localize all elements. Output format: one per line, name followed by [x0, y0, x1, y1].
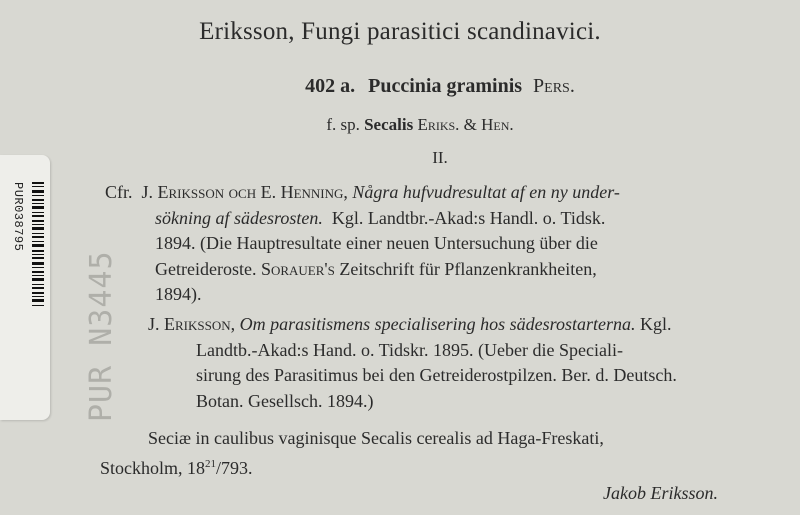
barcode-image	[32, 182, 44, 306]
species-heading	[0, 75, 800, 98]
reference-2-line-3: sirung des Parasitimus bei den Getreiderostpilzen. Ber. d. Deutsch.	[196, 365, 677, 385]
reference-1-title-b: sökning af sädesrosten.	[155, 207, 323, 228]
locality-date-slash: /	[216, 457, 222, 478]
forma-prefix: f. sp.	[326, 115, 360, 134]
reference-1-title-a: Några hufvudresultat af en ny under-	[352, 182, 620, 202]
reference-1-line-4-post: Zeitschrift für Pflanzenkrankheiten,	[339, 258, 597, 279]
locality-date-pre: Stockholm, 18	[100, 457, 206, 478]
page-title: Eriksson, Fungi parasitici scandinavici.	[199, 18, 601, 45]
species-number: 402 a.	[305, 75, 356, 97]
reference-1-line-4-pre: Getreideroste.	[155, 258, 257, 279]
reference-2-title: Om parasitismens specialisering hos sädesrostarterna.	[239, 314, 636, 334]
reference-2-line-2: Landtb.-Akad:s Hand. o. Tidskr. 1895. (Ueber die Speciali-	[196, 339, 623, 360]
reference-1-authors: J. Eriksson och E. Henning,	[141, 182, 348, 202]
spore-stage: II.	[432, 148, 448, 167]
reference-1	[105, 180, 767, 308]
reference-1-journal: Kgl. Landtbr.-Akad:s Handl. o. Tidsk.	[331, 207, 606, 228]
collector-name: Jakob Eriksson.	[603, 483, 718, 503]
locality-line-2	[100, 452, 768, 482]
reference-2-line-1	[148, 312, 768, 338]
locality	[100, 426, 768, 481]
species-name: Puccinia graminis	[368, 75, 523, 97]
reference-1-line-4	[105, 257, 767, 283]
reference-1-line-5: 1894).	[155, 284, 202, 304]
reference-2-author: J. Eriksson,	[148, 314, 236, 334]
locality-date-sup: 21	[205, 457, 217, 470]
barcode-number: PUR038795	[11, 182, 25, 252]
reference-1-line-3: 1894. (Die Hauptresultate einer neuen Untersuchung über die	[155, 233, 598, 253]
reference-1-line-2	[105, 206, 767, 232]
reference-1-line-1	[105, 180, 767, 206]
accession-stamp: PUR N3445	[84, 250, 119, 422]
cfr-label: Cfr.	[105, 182, 133, 202]
locality-line-1: Seciæ in caulibus vaginisque Secalis cerealis ad Haga-Freskati,	[148, 428, 604, 448]
forma-name: Secalis	[364, 115, 414, 134]
locality-date-end: 793.	[221, 457, 253, 478]
reference-2-line-1-rest: Kgl.	[639, 314, 672, 334]
reference-2-line-4: Botan. Gesellsch. 1894.)	[196, 390, 374, 411]
forma-author: Eriks. & Hen.	[417, 115, 514, 134]
reference-1-line-4-name: Sorauer's	[260, 258, 335, 279]
species-author: Pers.	[533, 75, 575, 97]
forma-specialis	[0, 115, 800, 135]
reference-2	[148, 312, 768, 414]
